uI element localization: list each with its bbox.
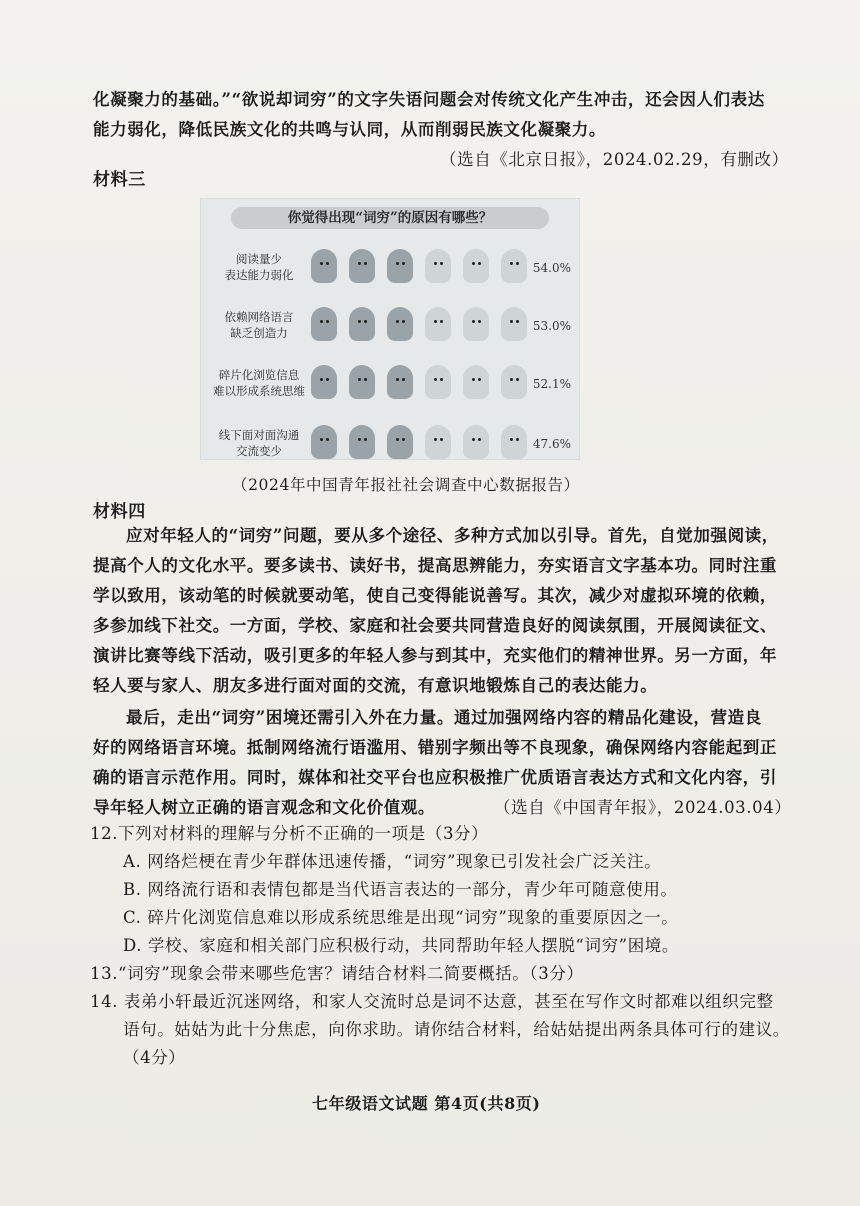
person-head-icon [501,425,527,459]
person-head-icon [311,365,337,399]
q12-option-b: B. 网络流行语和表情包都是当代语言表达的一部分，青少年可随意使用。 [123,880,678,899]
person-head-icon [349,425,375,459]
material4-line: 多参加线下社交。一方面，学校、家庭和社会要共同营造良好的阅读氛围，开展阅读征文、 [93,616,777,635]
chart-category-label: 线下面对面沟通 交流变少 [218,428,300,458]
material4-line: 应对年轻人的“词穷”问题，要从多个途径、多种方式加以引导。首先，自觉加强阅读， [126,526,779,545]
chart-caption: （2024年中国青年报社社会调查中心数据报告） [232,476,580,494]
material4-line: 提高个人的文化水平。要多读书、读好书，提高思辨能力，夯实语言文字基本功。同时注重 [93,556,777,575]
chart-value-label: 52.1% [532,377,571,391]
question-14-line-3: （4分） [123,1048,186,1067]
q12-option-d: D. 学校、家庭和相关部门应积极行动，共同帮助年轻人摆脱“词穷”困境。 [123,936,680,955]
chart-title: 你觉得出现“词穷”的原因有哪些？ [231,207,549,229]
person-head-icon [501,307,527,341]
question-12: 12.下列对材料的理解与分析不正确的一项是（3分） [90,824,489,843]
chart-value-label: 54.0% [532,261,571,275]
chart-row [201,417,579,473]
person-head-icon [387,249,413,283]
material3-heading: 材料三 [93,170,146,190]
q12-option-c: C. 碎片化浏览信息难以形成系统思维是出现“词穷”现象的重要原因之一。 [123,908,679,927]
person-head-icon [311,425,337,459]
person-head-icon [501,365,527,399]
material4-line: 好的网络语言环境。抵制网络流行语滥用、错别字频出等不良现象，确保网络内容能起到正 [93,738,777,757]
chart-bar [311,249,539,285]
question-13: 13.“词穷”现象会带来哪些危害？请结合材料二简要概括。（3分） [90,964,584,983]
person-head-icon [349,365,375,399]
chart-row [201,299,579,355]
survey-chart [200,198,580,460]
chart-value-label: 47.6% [532,437,571,451]
person-head-icon [349,307,375,341]
chart-bar [311,365,539,401]
material4-source: （选自《中国青年报》，2024.03.04） [494,798,792,817]
person-head-icon [425,365,451,399]
q12-option-a: A. 网络烂梗在青少年群体迅速传播，“词穷”现象已引发社会广泛关注。 [123,852,662,871]
person-head-icon [501,249,527,283]
chart-bar [311,425,539,461]
person-head-icon [425,249,451,283]
chart-bar [311,307,539,343]
chart-row [201,357,579,413]
person-head-icon [425,425,451,459]
question-14-line-2: 语句。姑姑为此十分焦虑，向你求助。请你结合材料，给姑姑提出两条具体可行的建议。 [123,1020,790,1039]
material4-heading: 材料四 [93,502,146,522]
person-head-icon [463,425,489,459]
chart-category-label: 阅读量少 表达能力弱化 [224,252,294,282]
page-footer: 七年级语文试题 第4页(共8页) [312,1094,541,1113]
person-head-icon [463,249,489,283]
person-head-icon [387,425,413,459]
question-14-line-1: 14. 表弟小轩最近沉迷网络，和家人交流时总是词不达意，甚至在写作文时都难以组织完整 [90,992,774,1011]
material4-line: 最后，走出“词穷”困境还需引入外在力量。通过加强网络内容的精品化建设，营造良 [126,708,762,727]
material4-line: 演讲比赛等线下活动，吸引更多的年轻人参与到其中，充实他们的精神世界。另一方面，年 [93,646,777,665]
chart-category-label: 碎片化浏览信息 难以形成系统思维 [213,368,305,398]
person-head-icon [311,307,337,341]
material4-line: 轻人要与家人、朋友多进行面对面的交流，有意识地锻炼自己的表达能力。 [93,676,658,695]
chart-category-label: 依赖网络语言 缺乏创造力 [224,310,294,340]
person-head-icon [311,249,337,283]
intro-line-1: 化凝聚力的基础。”“欲说却词穷”的文字失语问题会对传统文化产生冲击，还会因人们表达 [93,90,765,109]
material4-line: 导年轻人树立正确的语言观念和文化价值观。 [93,798,435,817]
material4-line: 学以致用，该动笔的时候就要动笔，使自己变得能说善写。其次，减少对虚拟环境的依赖， [93,586,777,605]
person-head-icon [349,249,375,283]
intro-line-2: 能力弱化，降低民族文化的共鸣与认同，从而削弱民族文化凝聚力。 [93,120,606,139]
person-head-icon [387,365,413,399]
chart-row [201,241,579,297]
person-head-icon [387,307,413,341]
intro-source: （选自《北京日报》，2024.02.29，有删改） [440,150,789,169]
material4-line: 确的语言示范作用。同时，媒体和社交平台也应积极推广优质语言表达方式和文化内容，引 [93,768,777,787]
person-head-icon [463,307,489,341]
chart-value-label: 53.0% [532,319,571,333]
person-head-icon [463,365,489,399]
person-head-icon [425,307,451,341]
